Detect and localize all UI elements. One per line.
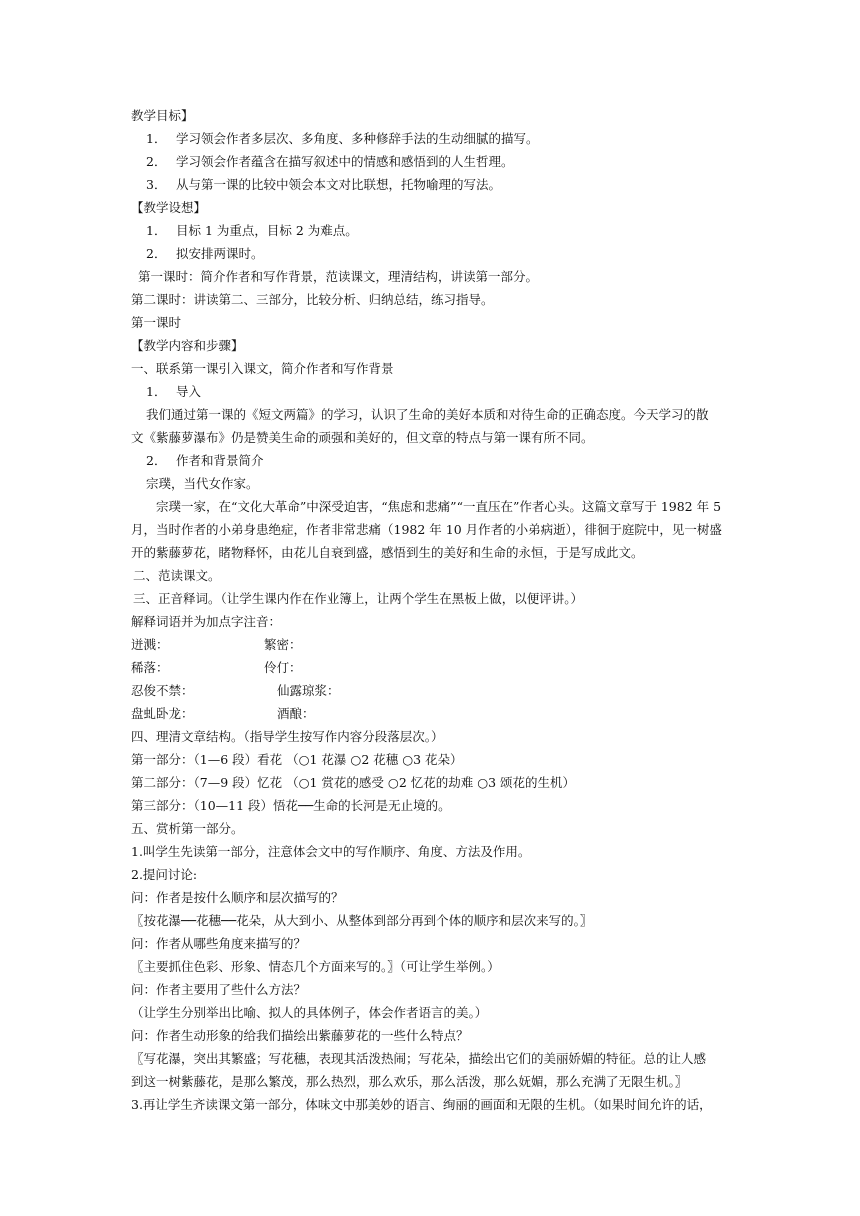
subsection-author <box>146 453 264 469</box>
section-4-title: 四、理清文章结构。（指导学生按写作内容分段落层次。） <box>131 729 444 744</box>
vocabulary-instruction: 解释词语并为加点字注音： <box>131 614 282 629</box>
design-number: 1． <box>146 223 167 238</box>
vocab-word: 迸溅： <box>131 637 169 652</box>
vocab-word: 盘虬卧龙： <box>131 706 194 721</box>
goal-number: 2． <box>146 154 167 169</box>
goal-number: 1． <box>146 131 167 146</box>
design-item <box>146 246 264 262</box>
activity-item: 1.叫学生先读第一部分，注意体会文中的写作顺序、角度、方法及作用。 <box>131 844 531 859</box>
design-number: 2． <box>146 246 167 261</box>
goal-item <box>146 154 514 170</box>
answer-line: 〖写花瀑，突出其繁盛；写花穗，表现其活泼热闹；写花朵，描绘出它们的美丽娇媚的特征。总的让人感 <box>131 1051 707 1066</box>
subsection-text: 作者和背景简介 <box>176 453 264 468</box>
vocab-word: 稀落： <box>131 660 169 675</box>
background-paragraph-line: 月，当时作者的小弟身患绝症，作者非常悲痛（1982 年 10 月作者的小弟病逝），徘徊于庭院中，见一树盛 <box>131 522 722 537</box>
design-item <box>146 223 358 239</box>
vocab-word: 忍俊不禁： <box>131 683 194 698</box>
goal-text: 从与第一课的比较中领会本文对比联想，托物喻理的写法。 <box>176 177 502 192</box>
intro-paragraph-line: 文《紫藤萝瀑布》仍是赞美生命的顽强和美好的，但文章的特点与第一课有所不同。 <box>131 430 594 445</box>
design-text: 拟安排两课时。 <box>176 246 264 261</box>
goal-text: 学习领会作者多层次、多角度、多种修辞手法的生动细腻的描写。 <box>176 131 539 146</box>
subsection-number: 1． <box>146 384 167 399</box>
activity-item: 3.再让学生齐读课文第一部分，体味文中那美妙的语言、绚丽的画面和无限的生机。（如果时间允许的话， <box>131 1097 712 1112</box>
answer: 〖主要抓住色彩、形象、情态几个方面来写的。〗（可让学生举例。） <box>131 959 500 974</box>
structure-part: 第三部分：（10—11 段）悟花──生命的长河是无止境的。 <box>131 798 451 813</box>
question: 问：作者是按什么顺序和层次描写的？ <box>131 890 344 905</box>
subsection-number: 2． <box>146 453 167 468</box>
goal-text: 学习领会作者蕴含在描写叙述中的情感和感悟到的人生哲理。 <box>176 154 514 169</box>
background-paragraph-line: 开的紫藤萝花，睹物释怀，由花儿自衰到盛，感悟到生的美好和生命的永恒，于是写成此文。 <box>131 545 644 560</box>
section-1-title: 一、联系第一课引入课文，简介作者和写作背景 <box>131 361 394 376</box>
goals-heading: 教学目标】 <box>131 108 194 123</box>
lesson-plan-2: 第二课时：讲读第二、三部分，比较分析、归纳总结，练习指导。 <box>131 292 494 307</box>
question: 问：作者生动形象的给我们描绘出紫藤萝花的一些什么特点？ <box>131 1028 469 1043</box>
answer: （让学生分别举出比喻、拟人的具体例子，体会作者语言的美。） <box>131 1005 488 1020</box>
vocab-word: 酒酿： <box>277 706 315 721</box>
question: 问：作者主要用了些什么方法？ <box>131 982 307 997</box>
goal-item <box>146 131 539 147</box>
vocab-word: 伶仃： <box>264 660 302 675</box>
design-heading: 【教学设想】 <box>131 200 207 215</box>
vocab-word: 繁密： <box>264 637 302 652</box>
design-text: 目标 1 为重点，目标 2 为难点。 <box>176 223 358 238</box>
section-2-title: 二、范读课文。 <box>133 568 221 583</box>
goal-item <box>146 177 501 193</box>
answer: 〖按花瀑──花穗──花朵，从大到小、从整体到部分再到个体的顺序和层次来写的。〗 <box>131 913 593 928</box>
background-paragraph-line: 宗璞一家，在“文化大革命”中深受迫害，“焦虑和悲痛”“一直压在”作者心头。这篇文章写于 1982 年 5 <box>156 499 722 514</box>
lesson-title: 第一课时 <box>131 315 182 330</box>
intro-paragraph-line: 我们通过第一课的《短文两篇》的学习，认识了生命的美好本质和对待生命的正确态度。今天学习的散 <box>146 407 709 422</box>
structure-part: 第一部分：（1—6 段）看花 （○1 花瀑 ○2 花穗 ○3 花朵） <box>131 752 463 767</box>
goal-number: 3． <box>146 177 167 192</box>
section-3-title: 三、正音释词。（让学生课内作在作业簿上，让两个学生在黑板上做，以便评讲。） <box>133 591 584 606</box>
activity-item: 2.提问讨论: <box>131 867 198 882</box>
subsection-intro <box>146 384 201 400</box>
subsection-text: 导入 <box>176 384 202 399</box>
structure-part: 第二部分：（7—9 段）忆花 （○1 赏花的感受 ○2 忆花的劫难 ○3 颂花的生机） <box>131 775 576 790</box>
author-line: 宗璞，当代女作家。 <box>146 476 259 491</box>
steps-heading: 【教学内容和步骤】 <box>131 338 244 353</box>
section-5-title: 五、赏析第一部分。 <box>131 821 244 836</box>
lesson-plan-1: 第一课时：简介作者和写作背景，范读课文，理清结构，讲读第一部分。 <box>138 269 539 284</box>
question: 问：作者从哪些角度来描写的？ <box>131 936 307 951</box>
vocab-word: 仙露琼浆： <box>277 683 340 698</box>
answer-line: 到这一树紫藤花，是那么繁茂，那么热烈，那么欢乐，那么活泼，那么妩媚，那么充满了无限生机。〗 <box>131 1074 688 1089</box>
